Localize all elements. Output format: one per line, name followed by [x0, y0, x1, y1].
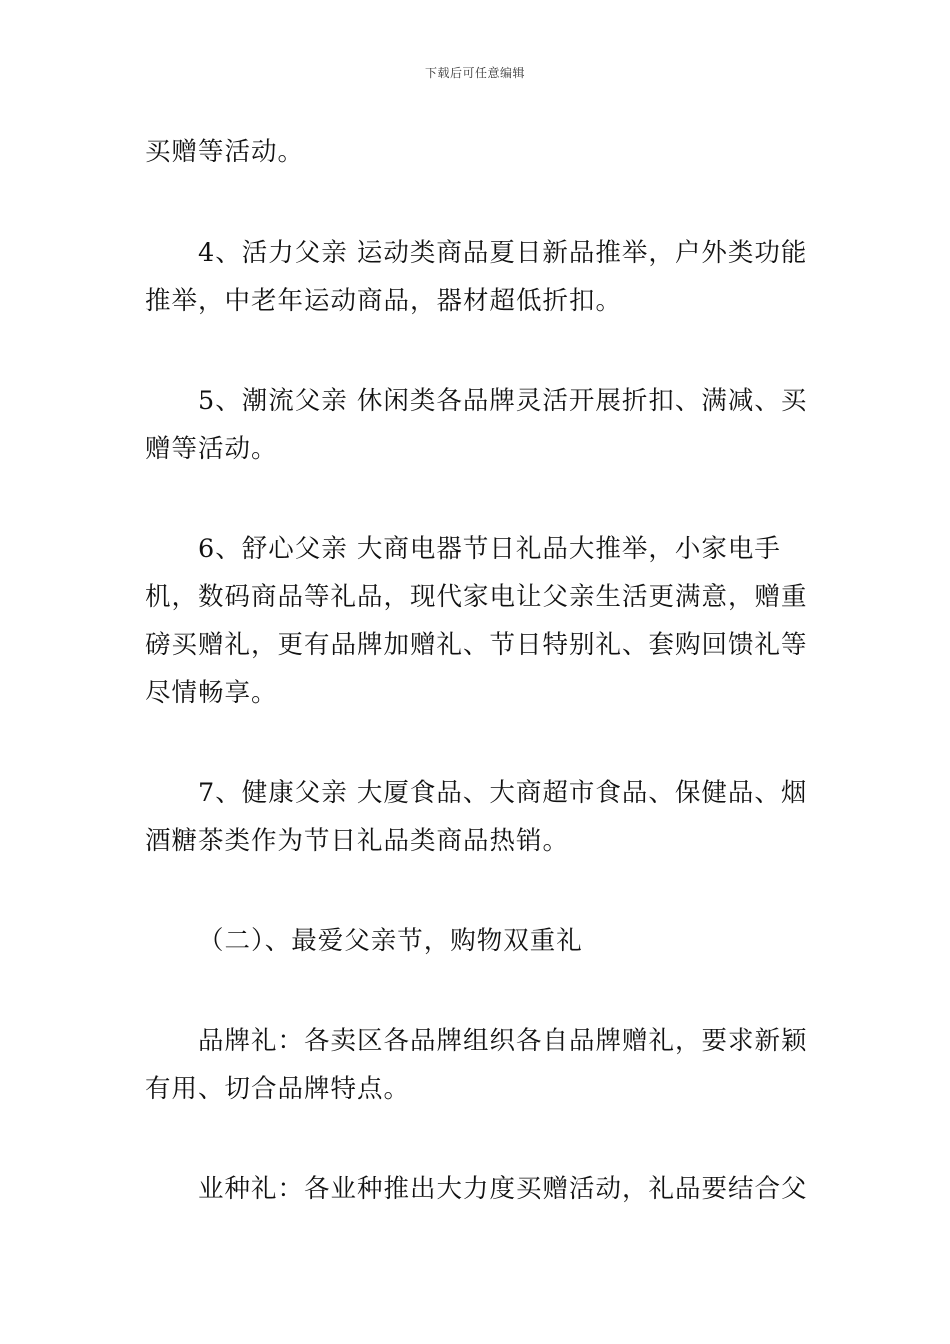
- page-header: 下载后可任意编辑: [424, 66, 525, 80]
- paragraph-continuation: 买赠等活动。: [145, 137, 305, 167]
- section-heading-2: （二）、最爱父亲节，购物双重礼: [198, 926, 583, 956]
- document-body: [145, 128, 810, 1265]
- paragraph-brand-gift: 品牌礼：各卖区各品牌组织各自品牌赠礼，要求新颖有用、切合品牌特点。: [145, 1026, 808, 1104]
- paragraph-item-4: 4、活力父亲 运动类商品夏日新品推举，户外类功能推举，中老年运动商品，器材超低折扣。: [145, 238, 808, 316]
- paragraph-item-6: 6、舒心父亲 大商电器节日礼品大推举，小家电手机，数码商品等礼品，现代家电让父亲生活更满意，赠重磅买赠礼，更有品牌加赠礼、节日特别礼、套购回馈礼等尽情畅享。: [145, 534, 808, 708]
- paragraph-category-gift: 业种礼：各业种推出大力度买赠活动，礼品要结合父: [198, 1174, 808, 1204]
- paragraph-item-7: 7、健康父亲 大厦食品、大商超市食品、保健品、烟酒糖茶类作为节日礼品类商品热销。: [145, 778, 808, 856]
- paragraph-item-5: 5、潮流父亲 休闲类各品牌灵活开展折扣、满减、买赠等活动。: [145, 386, 808, 464]
